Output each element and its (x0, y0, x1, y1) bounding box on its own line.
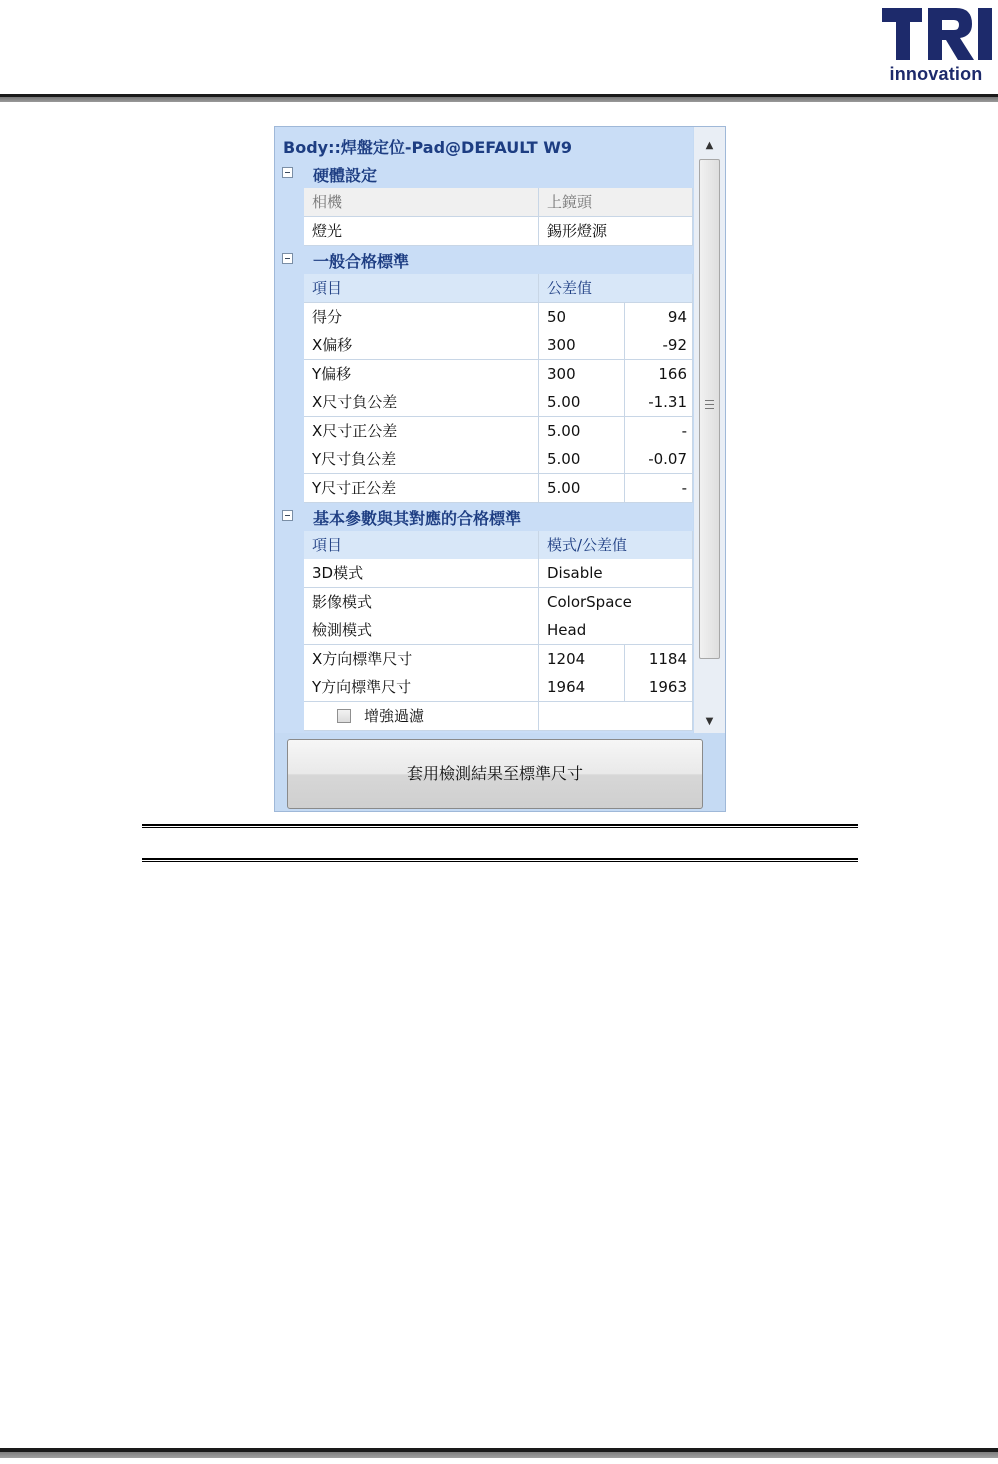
property-row-image-mode[interactable] (304, 588, 693, 617)
tri-innovation-logo (876, 2, 996, 88)
property-row-y-size-pos[interactable] (304, 474, 693, 503)
property-name: 燈光 (304, 217, 539, 246)
property-name: X偏移 (304, 331, 539, 360)
property-name: 檢測模式 (304, 616, 539, 645)
column-header-row (304, 274, 693, 303)
measured-value: 166 (625, 360, 693, 389)
vertical-scrollbar[interactable] (694, 127, 725, 733)
property-name: 影像模式 (304, 588, 539, 617)
tolerance-value[interactable]: 5.00 (539, 445, 625, 474)
measured-value: 1963 (625, 673, 693, 702)
category-label: 一般合格標準 (313, 252, 410, 271)
scroll-down-arrow-icon[interactable]: ▼ (705, 716, 714, 727)
measured-value: - (625, 474, 693, 503)
property-row-y-standard-size[interactable] (304, 673, 693, 702)
category-general-criteria[interactable] (275, 245, 693, 273)
measured-value: - (625, 417, 693, 446)
column-header-mode-tolerance: 模式/公差值 (539, 531, 693, 560)
measured-value: 94 (625, 303, 693, 332)
property-name: 相機 (304, 188, 539, 217)
property-name: Y方向標準尺寸 (304, 673, 539, 702)
property-name: 3D模式 (304, 559, 539, 588)
category-label: 基本參數與其對應的合格標準 (313, 509, 522, 528)
button-label: 套用檢測結果至標準尺寸 (406, 764, 583, 783)
footer-divider (0, 1448, 998, 1458)
measured-value: 1184 (625, 645, 693, 674)
grip-icon (705, 400, 714, 409)
standard-value[interactable]: 1204 (539, 645, 625, 674)
column-header-tolerance: 公差值 (539, 274, 693, 303)
property-row-x-size-pos[interactable] (304, 417, 693, 446)
property-name: Y尺寸正公差 (304, 474, 539, 503)
tolerance-value[interactable]: 300 (539, 331, 625, 360)
property-name: X尺寸負公差 (304, 388, 539, 417)
column-header-item: 項目 (304, 531, 539, 560)
column-header-row (304, 531, 693, 560)
measured-value: -92 (625, 331, 693, 360)
property-value[interactable]: 錫形燈源 (539, 217, 693, 246)
tolerance-value[interactable]: 50 (539, 303, 625, 332)
apply-results-to-standard-size-button[interactable] (287, 739, 703, 809)
collapse-icon[interactable] (282, 167, 293, 178)
empty-value-cell (539, 702, 693, 731)
standard-value[interactable]: 1964 (539, 673, 625, 702)
property-row-enhanced-filter[interactable] (304, 702, 693, 731)
scroll-thumb[interactable] (699, 159, 720, 659)
category-basic-parameters[interactable] (275, 502, 693, 530)
tolerance-value[interactable]: 300 (539, 360, 625, 389)
property-name: 得分 (304, 303, 539, 332)
property-row-lighting[interactable] (304, 217, 693, 246)
enhanced-filter-cell[interactable] (304, 702, 539, 731)
scroll-up-arrow-icon[interactable]: ▲ (705, 140, 714, 151)
column-header-item: 項目 (304, 274, 539, 303)
measured-value: -1.31 (625, 388, 693, 417)
property-row-y-offset[interactable] (304, 360, 693, 389)
property-row-detect-mode[interactable] (304, 616, 693, 645)
property-value: 上鏡頭 (539, 188, 693, 217)
property-value[interactable]: ColorSpace (539, 588, 693, 617)
enhanced-filter-label: 增強過濾 (364, 707, 425, 725)
property-value[interactable]: Disable (539, 559, 693, 588)
caption-bottom-rule (142, 858, 858, 862)
property-name: Y尺寸負公差 (304, 445, 539, 474)
property-row-x-size-neg[interactable] (304, 388, 693, 417)
enhanced-filter-checkbox[interactable] (337, 709, 351, 723)
property-name: X方向標準尺寸 (304, 645, 539, 674)
property-row-y-size-neg[interactable] (304, 445, 693, 474)
measured-value: -0.07 (625, 445, 693, 474)
property-name: Y偏移 (304, 360, 539, 389)
panel-title: Body::焊盤定位-Pad@DEFAULT W9 (283, 138, 573, 157)
tri-logo-mark (876, 2, 996, 64)
property-row-x-standard-size[interactable] (304, 645, 693, 674)
caption-top-rule (142, 824, 858, 828)
tolerance-value[interactable]: 5.00 (539, 417, 625, 446)
property-row-score[interactable] (304, 303, 693, 332)
category-label: 硬體設定 (313, 166, 378, 185)
property-grid (275, 127, 693, 733)
logo-subtitle: innovation (889, 64, 983, 84)
header-divider (0, 94, 998, 102)
property-value[interactable]: Head (539, 616, 693, 645)
collapse-icon[interactable] (282, 510, 293, 521)
tolerance-value[interactable]: 5.00 (539, 474, 625, 503)
collapse-icon[interactable] (282, 253, 293, 264)
tolerance-value[interactable]: 5.00 (539, 388, 625, 417)
property-name: X尺寸正公差 (304, 417, 539, 446)
inspection-property-panel (274, 126, 726, 812)
property-row-camera[interactable] (304, 188, 693, 217)
property-row-x-offset[interactable] (304, 331, 693, 360)
property-row-3d-mode[interactable] (304, 559, 693, 588)
category-hardware-settings[interactable] (275, 159, 693, 187)
